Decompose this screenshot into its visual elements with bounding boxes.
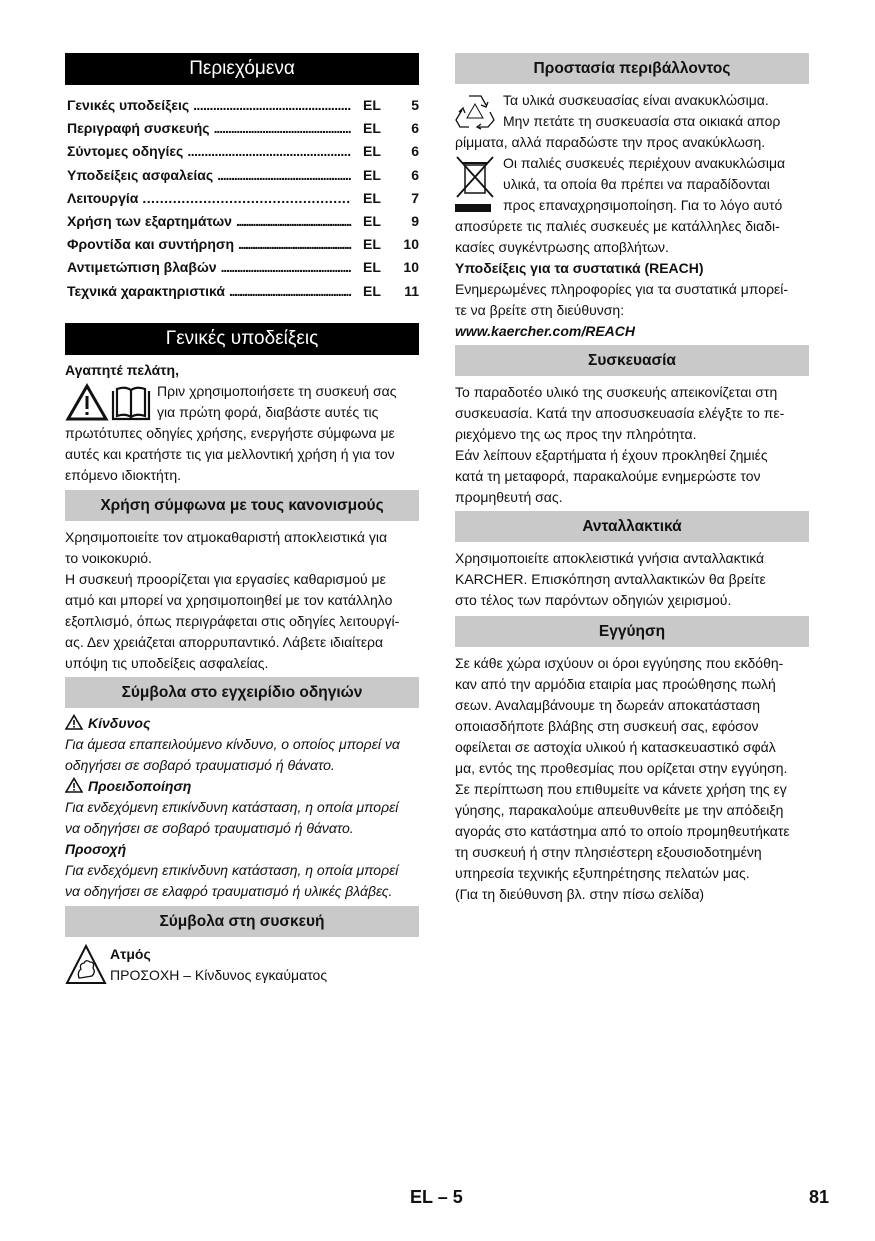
footer-page-label: – 5 [437,1187,463,1207]
paragraph-line: να οδηγήσει σε σοβαρό τραυματισμό ή θάνατο. [65,820,354,836]
toc-entry-page: 6 [411,166,419,183]
toc-entry[interactable] [65,210,419,233]
paragraph-line: γύησης, παρακαλούμε απευθυνθείτε με την απόδειξη [455,802,784,818]
caution-label: Προσοχή [65,841,127,857]
paragraph-line: υπηρεσία τεχνικής εξυπηρέτησης πελατών μας. [455,865,750,881]
toc-entry-lang: EL [363,166,381,183]
toc-entry[interactable] [65,140,419,163]
toc-entry[interactable] [65,233,419,256]
spare-parts-heading: Ανταλλακτικά [455,511,809,542]
paragraph-line: Για ενδεχόμενη επικίνδυνη κατάσταση, η οποία μπορεί [65,862,399,878]
paragraph-line: KARCHER. Επισκόπηση ανταλλακτικών θα βρείτε [455,571,766,587]
paragraph-line: καν από την αρμόδια εταιρία μας προώθησης πωλή [455,676,776,692]
footer-section-label [410,1187,463,1208]
toc-entry-page: 11 [404,282,419,299]
paragraph-line: σεων. Αναλαμβάνουμε τη δωρεάν αποκατάσταση [455,697,761,713]
hot-steam-icon [65,944,107,986]
paragraph-line: Για ενδεχόμενη επικίνδυνη κατάσταση, η οποία μπορεί [65,799,399,815]
paragraph-line: επόμενο ιδιοκτήτη. [65,467,181,483]
paragraph-line: Σε κάθε χώρα ισχύουν οι όροι εγγύησης που εκδόθη- [455,655,784,671]
paragraph-line: οδηγήσει σε σοβαρό τραυματισμό ή θάνατο. [65,757,335,773]
toc-entry[interactable] [65,280,419,303]
warning-book-icon [65,383,151,421]
paragraph-line: Εάν λείπουν εξαρτήματα ή έχουν προκληθεί ζημιές [455,447,768,463]
intended-use-heading: Χρήση σύμφωνα με τους κανονισμούς [65,490,419,521]
manual-symbols-heading: Σύμβολα στο εγχειρίδιο οδηγιών [65,677,419,708]
toc-entry-label: Περιγραφή συσκευής [67,120,210,137]
toc-leader-dots: ................................................ [187,143,351,160]
environment-section [455,90,809,342]
warranty-section [455,653,809,905]
crossed-out-bin-icon [455,155,495,213]
paragraph-line: Μην πετάτε τη συσκευασία στα οικιακά απορ [503,113,781,129]
paragraph-line: εξοπλισμό, όπως περιγράφεται στις οδηγίες λειτουργί- [65,613,400,629]
steam-label: Ατμός [110,946,151,962]
paragraph-line: ατμό και μπορεί να χρησιμοποιηθεί με τον κατάλληλο [65,592,393,608]
paragraph-line: Τα υλικά συσκευασίας είναι ανακυκλώσιμα. [503,92,769,108]
toc-entry-label: Χρήση των εξαρτημάτων [67,213,232,229]
spare-parts-section [455,548,809,611]
paragraph-line: προς επαναχρησιμοποίηση. Για το λόγο αυτό [503,197,783,213]
toc-entry[interactable] [65,187,419,210]
paragraph-line: Χρησιμοποιείτε αποκλειστικά γνήσια ανταλλακτικά [455,550,765,566]
intended-use-section [65,527,419,674]
steam-text: ΠΡΟΣΟΧΗ – Κίνδυνος εγκαύματος [110,967,328,983]
paragraph-line: αυτές και κρατήστε τις για μελλοντική χρήση ή για τον [65,446,395,462]
paragraph-line: πρωτότυπες οδηγίες χρήσης, ενεργήστε σύμφωνα με [65,425,395,441]
device-symbols-heading: Σύμβολα στη συσκευή [65,906,419,937]
paragraph-line: Για άμεσα επαπειλούμενο κίνδυνο, ο οποίος μπορεί να [65,736,400,752]
toc-entry-page: 5 [411,97,419,113]
toc-leader-dots: ................................................ [235,213,351,229]
reach-link[interactable]: www.kaercher.com/REACH [455,323,635,339]
greeting: Αγαπητέ πελάτη, [65,362,179,378]
paragraph-line: οφείλεται σε αστοχία υλικού ή κατασκευαστικό σφάλ [455,739,776,755]
packaging-section [455,382,809,508]
toc-entry-page: 10 [403,236,419,253]
toc-entry-page: 6 [411,120,419,137]
paragraph-line: μα, εντός της προθεσμίας που ορίζεται στην εγγύηση. [455,760,788,776]
toc-entry-lang: EL [363,213,381,229]
paragraph-line: αγοράς στο κατάστημα από το οποίο προμηθευτήκατε [455,823,790,839]
toc-leader-dots: ................................................ [220,259,351,276]
paragraph-line: να οδηγήσει σε ελαφρό τραυματισμό ή υλικές βλάβες. [65,883,393,899]
paragraph-line: ριεχόμενο της ως προς την πληρότητα. [455,426,697,442]
toc-leader-dots: ................................................ [142,189,351,206]
toc-entry-lang: EL [363,259,381,276]
paragraph-line: προμηθευτή σας. [455,489,563,505]
toc-entry-label: Υποδείξεις ασφαλείας [67,166,214,183]
danger-label: Κίνδυνος [88,715,151,731]
toc-entry-lang: EL [363,282,381,299]
warranty-heading: Εγγύηση [455,616,809,647]
paragraph-line: συσκευασία. Κατά την αποσυσκευασία ελέγξτε το πε- [455,405,785,421]
toc-entry[interactable] [65,117,419,140]
toc-entry-label: Λειτουργία [67,189,139,206]
toc-entry-label: Τεχνικά χαρακτηριστικά [67,282,225,299]
paragraph-line: Η συσκευή προορίζεται για εργασίες καθαρισμού με [65,571,386,587]
toc-entry-lang: EL [363,236,381,253]
general-heading: Γενικές υποδείξεις [65,323,419,355]
toc-leader-dots: ................................................ [217,166,351,183]
toc-entry-page: 7 [411,189,419,206]
paragraph-line: τη συσκευή ή στην πλησιέστερη εξουσιοδοτημένη [455,844,762,860]
paragraph-line: το νοικοκυριό. [65,550,152,566]
toc-entry-page: 9 [411,213,419,229]
toc-leader-dots: ................................................ [238,236,351,253]
toc-entry[interactable] [65,94,419,117]
paragraph-line: Χρησιμοποιείτε τον ατμοκαθαριστή αποκλειστικά για [65,529,388,545]
paragraph-line: Ενημερωμένες πληροφορίες για τα συστατικά μπορεί- [455,281,789,297]
toc-entry-label: Γενικές υποδείξεις [67,97,190,113]
packaging-heading: Συσκευασία [455,345,809,376]
paragraph-line: (Για τη διεύθυνση βλ. στην πίσω σελίδα) [455,886,705,902]
footer-page-number: 81 [809,1187,830,1207]
toc-entry-lang: EL [363,120,381,137]
paragraph-line: ας. Δεν χρειάζεται απορρυπαντικό. Λάβετε ιδιαίτερα [65,634,384,650]
toc-leader-dots: ................................................ [213,120,351,137]
paragraph-line: αποσύρετε τις παλιές συσκευές με κατάλληλες διαδι- [455,218,780,234]
toc-entry-lang: EL [363,143,381,160]
paragraph-line: Πριν χρησιμοποιήσετε τη συσκευή σας [157,383,397,399]
paragraph-line: οποιασδήποτε βλάβης στη συσκευή σας, εφόσον [455,718,759,734]
warning-triangle-icon [65,714,83,730]
paragraph-line: υλικά, τα οποία θα πρέπει να παραδίδονται [503,176,770,192]
toc-leader-dots: ................................................ [228,282,351,299]
reach-title: Υποδείξεις για τα συστατικά (REACH) [455,260,704,276]
footer-lang: EL [410,1187,433,1207]
warning-label: Προειδοποίηση [88,778,192,794]
toc-entry-label: Σύντομες οδηγίες [67,143,184,160]
toc-entry-page: 6 [411,143,419,160]
paragraph-line: κασίες συγκέντρωσης αποβλήτων. [455,239,669,255]
toc-entry-lang: EL [363,97,381,113]
paragraph-line: Οι παλιές συσκευές περιέχουν ανακυκλώσιμα [503,155,786,171]
toc-entry-label: Αντιμετώπιση βλαβών [67,259,217,276]
device-symbols-section [65,944,419,986]
toc-leader-dots: ................................................ [193,97,351,113]
toc-entry[interactable] [65,164,419,187]
toc-entry[interactable] [65,256,419,279]
environment-heading: Προστασία περιβάλλοντος [455,53,809,84]
toc-entry-label: Φροντίδα και συντήρηση [67,236,234,253]
paragraph-line: τε να βρείτε στη διεύθυνση: [455,302,625,318]
paragraph-line: Το παραδοτέο υλικό της συσκευής απεικονίζεται στη [455,384,778,400]
toc-entry-page: 10 [403,259,419,276]
paragraph-line: για πρώτη φορά, διαβάστε αυτές τις [157,404,379,420]
toc-entry-lang: EL [363,189,381,206]
paragraph-line: υπόψη τις υποδείξεις ασφαλείας. [65,655,269,671]
paragraph-line: Σε περίπτωση που επιθυμείτε να κάνετε χρήση της εγ [455,781,787,797]
manual-symbols-section [65,713,419,902]
paragraph-line: στο τέλος των παρόντων οδηγιών χειρισμού. [455,592,732,608]
warning-triangle-icon [65,777,83,793]
recycling-icon [455,92,495,130]
paragraph-line: κατά τη μεταφορά, παρακαλούμε ενημερώστε τον [455,468,761,484]
paragraph-line: ρίμματα, αλλά παραδώστε την προς ανακύκλωση. [455,134,766,150]
toc-heading: Περιεχόμενα [65,53,419,85]
general-section [65,360,419,486]
